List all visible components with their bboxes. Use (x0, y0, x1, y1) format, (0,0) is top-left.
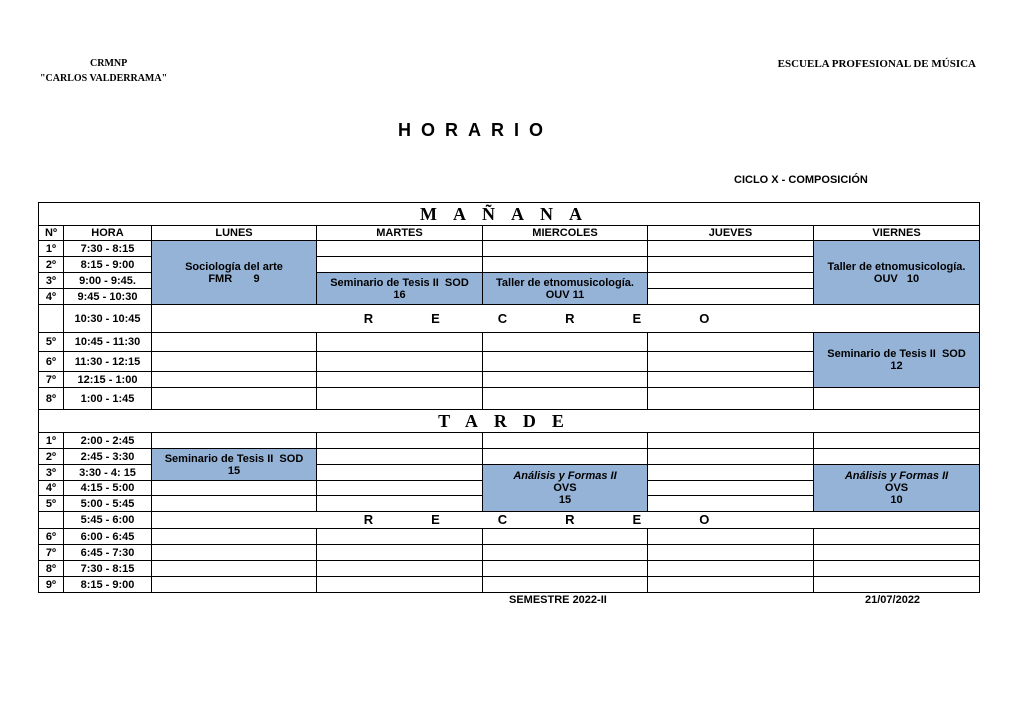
cell-empty (152, 433, 317, 449)
cell-empty (648, 529, 814, 545)
cell-empty (152, 561, 317, 577)
row-num (39, 512, 64, 529)
row-hora: 10:45 - 11:30 (64, 333, 152, 352)
cell-empty (648, 481, 814, 496)
cell-empty (648, 433, 814, 449)
cell-empty (317, 496, 483, 512)
cell-empty (648, 388, 814, 410)
cell-empty (648, 372, 814, 388)
course-name: Sociología del arte (185, 260, 283, 273)
col-header-viernes: VIERNES (814, 226, 980, 241)
cell-empty (483, 241, 648, 257)
cell-empty (483, 372, 648, 388)
cell-empty (648, 289, 814, 305)
row-num: 2º (39, 449, 64, 465)
cell-empty (317, 561, 483, 577)
cell-empty (152, 545, 317, 561)
row-hora: 8:15 - 9:00 (64, 257, 152, 273)
cell-empty (814, 561, 980, 577)
col-header-martes: MARTES (317, 226, 483, 241)
course-name: Seminario de Tesis II SOD (827, 348, 966, 360)
course-name: Taller de etnomusicología. (827, 260, 966, 273)
school-name: ESCUELA PROFESIONAL DE MÚSICA (777, 58, 976, 70)
date-label: 21/07/2022 (865, 594, 921, 606)
course-teacher-room: OUV 11 (545, 288, 585, 301)
cell-empty (317, 481, 483, 496)
cell-empty (814, 577, 980, 593)
row-hora: 2:45 - 3:30 (64, 449, 152, 465)
cell-empty (317, 257, 483, 273)
course-room: 15 (227, 464, 241, 477)
col-header-jueves: JUEVES (648, 226, 814, 241)
course-name: Seminario de Tesis II SOD (164, 452, 304, 465)
section-tarde: TARDE (39, 410, 980, 433)
course-teacher: OVS (884, 482, 909, 494)
cell-empty (814, 545, 980, 561)
cell-empty (648, 273, 814, 289)
cell-empty (483, 257, 648, 273)
course-taller-viernes (814, 241, 980, 305)
cell-empty (317, 388, 483, 410)
cell-empty (814, 388, 980, 410)
cell-empty (317, 433, 483, 449)
row-num: 5º (39, 496, 64, 512)
row-hora: 6:00 - 6:45 (64, 529, 152, 545)
course-room: 16 (393, 288, 406, 301)
cell-empty (152, 529, 317, 545)
cell-empty (152, 481, 317, 496)
row-num: 1º (39, 241, 64, 257)
recreo-manana: RECREO (152, 305, 980, 333)
row-hora: 11:30 - 12:15 (64, 352, 152, 372)
ciclo-label: CICLO X - COMPOSICIÓN (734, 174, 868, 186)
cell-empty (483, 433, 648, 449)
row-hora: 5:00 - 5:45 (64, 496, 152, 512)
section-manana: MAÑANA (39, 203, 980, 226)
row-hora: 6:45 - 7:30 (64, 545, 152, 561)
cell-empty (814, 433, 980, 449)
course-seminario-viernes (814, 333, 980, 388)
col-header-miercoles: MIERCOLES (483, 226, 648, 241)
course-seminario-lunes (152, 449, 317, 481)
course-analisis-miercoles (483, 465, 648, 512)
row-hora: 10:30 - 10:45 (64, 305, 152, 333)
cell-empty (648, 545, 814, 561)
cell-empty (648, 449, 814, 465)
row-hora: 12:15 - 1:00 (64, 372, 152, 388)
cell-empty (648, 577, 814, 593)
cell-empty (648, 257, 814, 273)
row-num: 7º (39, 545, 64, 561)
cell-empty (648, 496, 814, 512)
course-seminario-martes (317, 273, 483, 305)
cell-empty (483, 561, 648, 577)
row-num: 8º (39, 388, 64, 410)
cell-empty (317, 545, 483, 561)
cell-empty (152, 388, 317, 410)
course-room: 10 (890, 494, 903, 506)
course-room: 12 (890, 360, 903, 372)
cell-empty (152, 333, 317, 352)
course-taller-miercoles (483, 273, 648, 305)
course-teacher-room: FMR 9 (208, 272, 260, 285)
row-hora: 9:45 - 10:30 (64, 289, 152, 305)
cell-empty (317, 465, 483, 481)
row-hora: 5:45 - 6:00 (64, 512, 152, 529)
cell-empty (317, 333, 483, 352)
cell-empty (648, 561, 814, 577)
course-teacher-room: OUV 10 (873, 272, 920, 285)
cell-empty (317, 529, 483, 545)
cell-empty (152, 577, 317, 593)
row-num: 3º (39, 273, 64, 289)
cell-empty (152, 352, 317, 372)
row-hora: 4:15 - 5:00 (64, 481, 152, 496)
institution-name: CRMNP (90, 58, 128, 69)
cell-empty (483, 577, 648, 593)
cell-empty (317, 577, 483, 593)
row-num (39, 305, 64, 333)
row-hora: 7:30 - 8:15 (64, 241, 152, 257)
row-hora: 7:30 - 8:15 (64, 561, 152, 577)
cell-empty (483, 388, 648, 410)
course-sociologia-lunes (152, 241, 317, 305)
cell-empty (648, 352, 814, 372)
course-room: 15 (558, 494, 572, 506)
row-num: 4º (39, 289, 64, 305)
course-teacher: OVS (553, 482, 577, 494)
page-title: HORARIO (398, 120, 553, 140)
cell-empty (648, 241, 814, 257)
row-num: 6º (39, 529, 64, 545)
semester-label: SEMESTRE 2022-II (509, 594, 607, 606)
cell-empty (814, 449, 980, 465)
cell-empty (317, 372, 483, 388)
schedule-table (38, 202, 979, 593)
cell-empty (648, 333, 814, 352)
course-name: Análisis y Formas II (513, 470, 617, 482)
cell-empty (814, 529, 980, 545)
row-hora: 8:15 - 9:00 (64, 577, 152, 593)
cell-empty (483, 529, 648, 545)
cell-empty (483, 545, 648, 561)
row-hora: 9:00 - 9:45. (64, 273, 152, 289)
recreo-tarde: RECREO (152, 512, 980, 529)
col-header-hora: HORA (64, 226, 152, 241)
cell-empty (317, 241, 483, 257)
row-num: 2º (39, 257, 64, 273)
row-num: 4º (39, 481, 64, 496)
cell-empty (317, 449, 483, 465)
cell-empty (152, 496, 317, 512)
course-analisis-viernes (814, 465, 980, 512)
row-num: 9º (39, 577, 64, 593)
row-hora: 1:00 - 1:45 (64, 388, 152, 410)
institution-subname: "CARLOS VALDERRAMA" (40, 73, 168, 84)
row-num: 1º (39, 433, 64, 449)
row-hora: 3:30 - 4: 15 (64, 465, 152, 481)
course-name: Taller de etnomusicología. (496, 276, 634, 289)
course-name: Análisis y Formas II (844, 470, 949, 482)
row-num: 8º (39, 561, 64, 577)
row-num: 3º (39, 465, 64, 481)
cell-empty (648, 465, 814, 481)
cell-empty (483, 333, 648, 352)
col-header-num: Nº (39, 226, 64, 241)
col-header-lunes: LUNES (152, 226, 317, 241)
cell-empty (483, 352, 648, 372)
row-num: 7º (39, 372, 64, 388)
cell-empty (483, 449, 648, 465)
row-num: 6º (39, 352, 64, 372)
cell-empty (317, 352, 483, 372)
row-num: 5º (39, 333, 64, 352)
course-name: Seminario de Tesis II SOD (330, 276, 469, 289)
cell-empty (152, 372, 317, 388)
row-hora: 2:00 - 2:45 (64, 433, 152, 449)
